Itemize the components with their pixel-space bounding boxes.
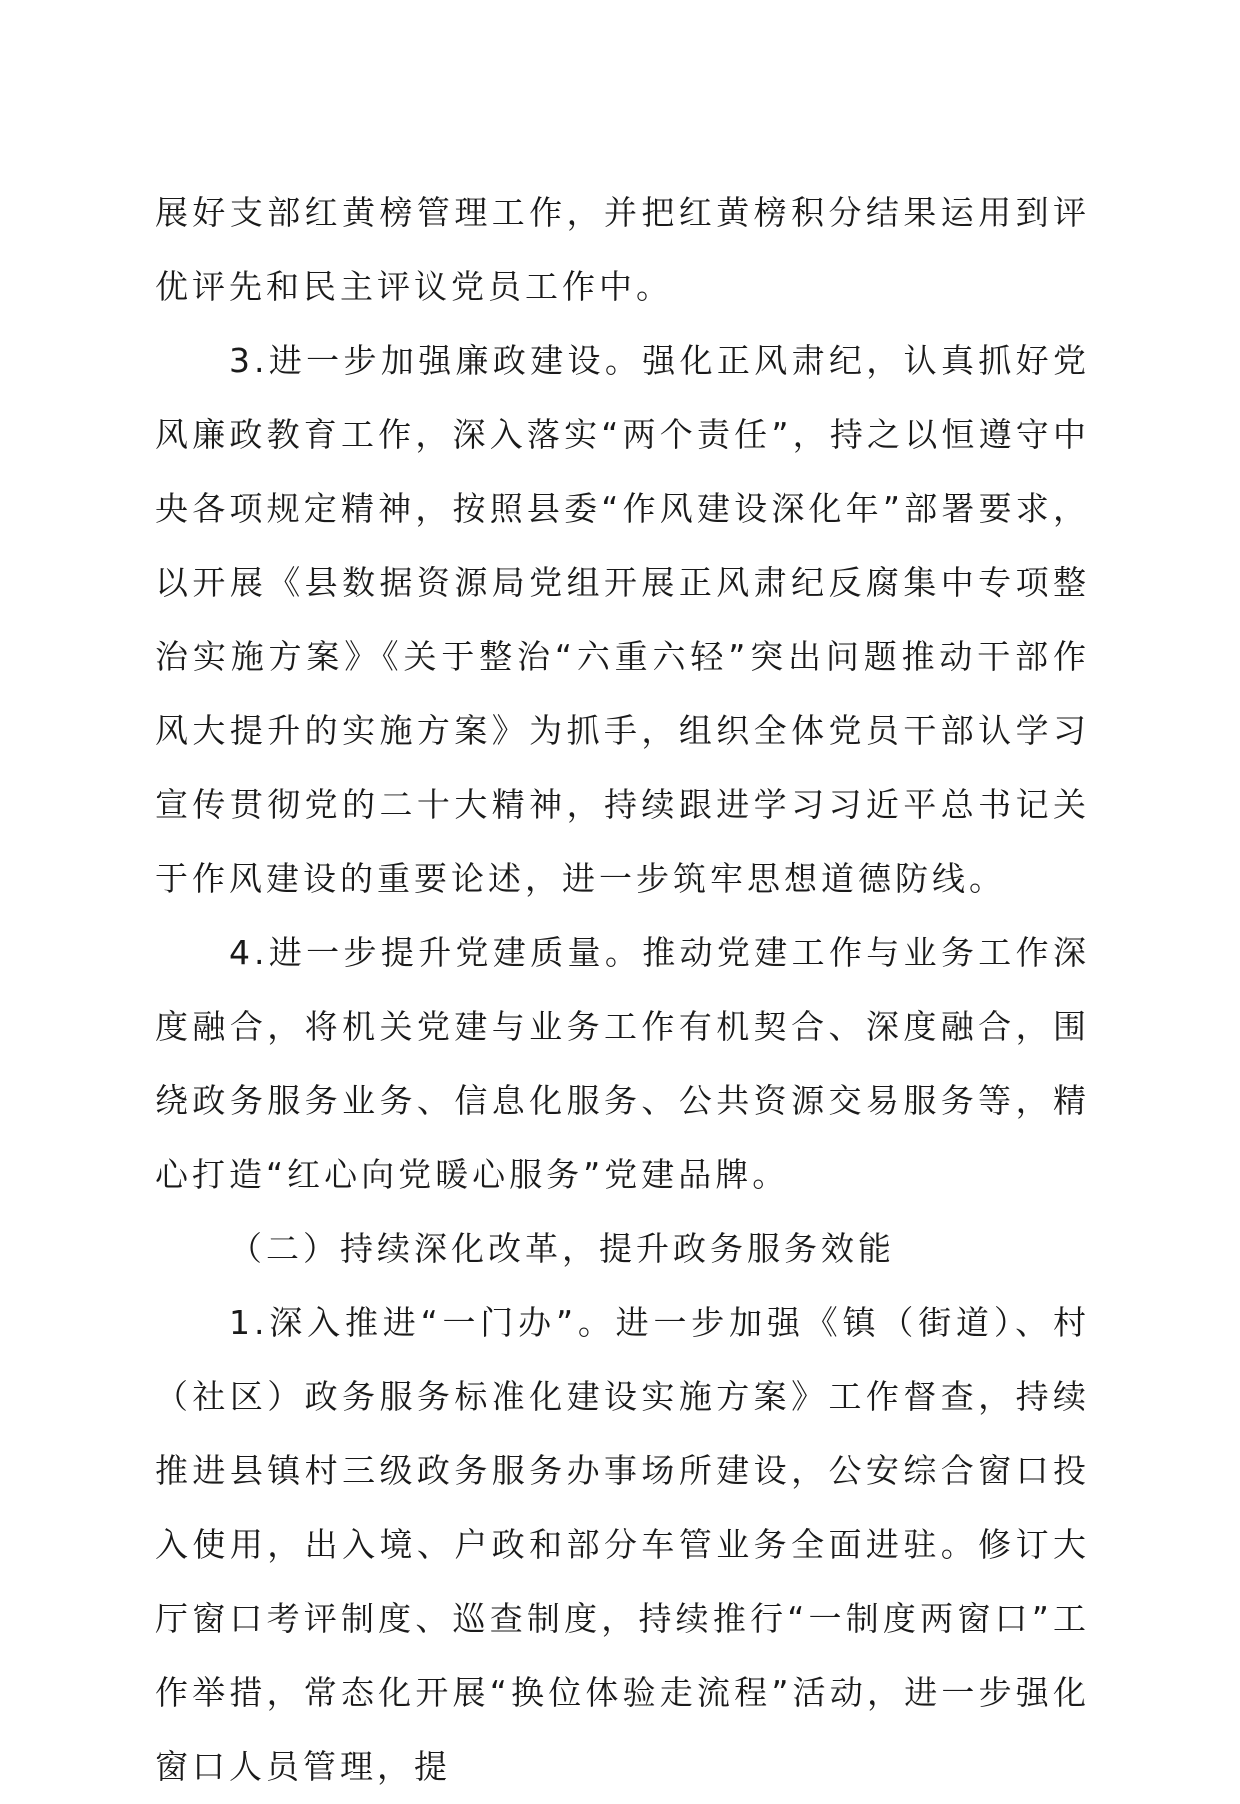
section-heading: （二）持续深化改革，提升政务服务效能 — [229, 1229, 895, 1268]
paragraph-item-4: 4.进一步提升党建质量。推动党建工作与业务工作深度融合，将机关党建与业务工作有机契合、深度融合，围绕政务服务业务、信息化服务、公共资源交易服务等，精心打造“红心向党暖心服务”党建品牌。 — [155, 933, 1090, 1194]
paragraph-continuation: 展好支部红黄榜管理工作，并把红黄榜积分结果运用到评优评先和民主评议党员工作中。 — [155, 193, 1090, 306]
paragraph-item-1: 1.深入推进“一门办”。进一步加强《镇（街道）、村（社区）政务服务标准化建设实施方案》工作督查，持续推进县镇村三级政务服务办事场所建设，公安综合窗口投入使用，出入境、户政和部分车管业务全面进驻。修订大厅窗口考评制度、巡查制度，持续推行“一制度两窗口”工作举措，常态化开展“换位体验走流程”活动，进一步强化窗口人员管理，提 — [155, 1303, 1090, 1786]
paragraph-item-3: 3.进一步加强廉政建设。强化正风肃纪，认真抓好党风廉政教育工作，深入落实“两个责任”，持之以恒遵守中央各项规定精神，按照县委“作风建设深化年”部署要求，以开展《县数据资源局党组开展正风肃纪反腐集中专项整治实施方案》《关于整治“六重六轻”突出问题推动干部作风大提升的实施方案》为抓手，组织全体党员干部认学习宣传贯彻党的二十大精神，持续跟进学习习近平总书记关于作风建设的重要论述，进一步筑牢思想道德防线。 — [155, 341, 1090, 898]
document-body — [155, 176, 1090, 1804]
